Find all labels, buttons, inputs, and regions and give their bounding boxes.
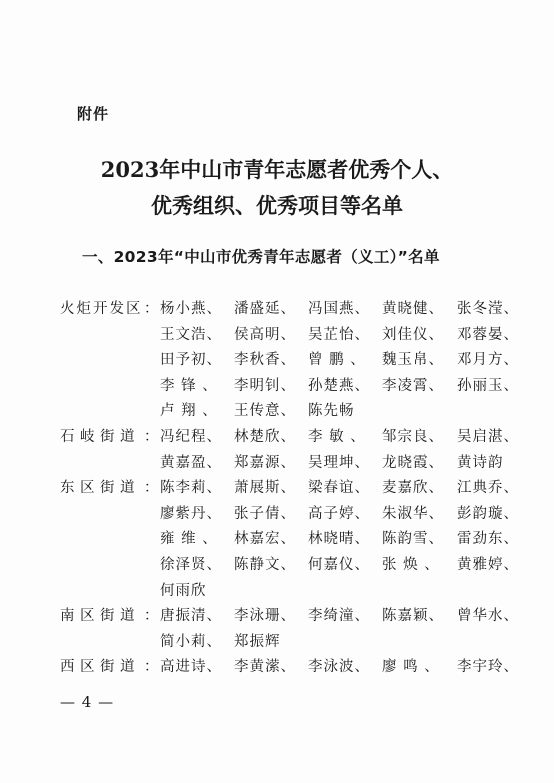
volunteer-name: 吴启湛、: [457, 428, 519, 445]
volunteer-name: 朱淑华、: [382, 505, 444, 522]
district-label: 石岐街道: [60, 428, 140, 445]
volunteer-name: 吴芷怡、: [308, 326, 370, 343]
volunteer-name: 麦嘉欣、: [382, 480, 444, 497]
volunteer-name: 陈先畅: [308, 403, 355, 420]
volunteer-name: 何嘉仪、: [308, 556, 370, 573]
volunteer-name: 龙晓霞、: [382, 454, 444, 471]
volunteer-name: 王文浩、: [160, 326, 222, 343]
volunteer-name: 陈嘉颖、: [382, 608, 444, 625]
volunteer-name: 何雨欣: [160, 582, 207, 599]
volunteer-name: 曾 鹏 、: [308, 352, 366, 369]
volunteer-name: 黄诗韵: [457, 454, 504, 471]
volunteer-name: 李 敏 、: [308, 428, 366, 445]
label-colon: ：: [144, 480, 159, 497]
district-label: 南区街道: [60, 608, 140, 625]
volunteer-name: 李 锋 、: [160, 377, 218, 394]
name-row: [60, 348, 540, 374]
volunteer-name: 林楚欣、: [234, 428, 296, 445]
volunteer-name: 廖 鸣 、: [382, 659, 440, 676]
name-row: [60, 553, 540, 579]
volunteer-name: 黄嘉盈、: [160, 454, 222, 471]
name-row: [60, 399, 540, 425]
volunteer-name: 冯纪程、: [160, 428, 222, 445]
volunteer-name: 陈静文、: [234, 556, 296, 573]
volunteer-name: 田予初、: [160, 352, 222, 369]
volunteer-name: 李泳波、: [308, 659, 370, 676]
volunteer-name: 萧展斯、: [234, 480, 296, 497]
district-label: 火炬开发区: [60, 301, 143, 317]
volunteer-name: 冯国燕、: [308, 301, 370, 317]
volunteer-name: 孙楚燕、: [308, 377, 370, 394]
volunteer-name: 刘佳仪、: [382, 326, 444, 343]
volunteer-name: 张 焕 、: [382, 556, 440, 573]
volunteer-name: 唐振清、: [160, 608, 222, 625]
name-row: [60, 425, 540, 451]
name-row: [60, 630, 540, 656]
volunteer-name: 陈韵雪、: [382, 531, 444, 548]
volunteer-name: 王传意、: [234, 403, 296, 420]
name-row: [60, 374, 540, 400]
volunteer-name: 邓月方、: [457, 352, 519, 369]
name-row: [60, 502, 540, 528]
volunteer-name: 黄雅婷、: [457, 556, 519, 573]
name-row: [60, 323, 540, 349]
volunteer-name: 侯高明、: [234, 326, 296, 343]
volunteer-name: 孙丽玉、: [457, 377, 519, 394]
volunteer-name: 潘盛延、: [234, 301, 296, 317]
district-label: 东区街道: [60, 480, 140, 497]
volunteer-name: 卢 翔 、: [160, 403, 218, 420]
volunteer-name: 高子婷、: [308, 505, 370, 522]
volunteer-name: 简小莉、: [160, 633, 222, 650]
name-row: [60, 451, 540, 477]
volunteer-name: 梁春谊、: [308, 480, 370, 497]
label-colon: ：: [144, 301, 159, 317]
label-colon: ：: [144, 428, 159, 445]
volunteer-name: 邓蓉晏、: [457, 326, 519, 343]
volunteer-name: 陈李莉、: [160, 480, 222, 497]
document-title-line-2: 优秀组织、优秀项目等名单: [151, 193, 403, 218]
volunteer-name: 廖紫丹、: [160, 505, 222, 522]
volunteer-name: 黄晓健、: [382, 301, 444, 317]
volunteer-name: 张子倩、: [234, 505, 296, 522]
name-row: [60, 604, 540, 630]
volunteer-name: 江典乔、: [457, 480, 519, 497]
name-row: [60, 297, 540, 323]
district-label: 西区街道: [60, 659, 140, 676]
name-row: [60, 476, 540, 502]
volunteer-name: 李凌霄、: [382, 377, 444, 394]
volunteer-name: 高进诗、: [160, 659, 222, 676]
volunteer-name: 曾华水、: [457, 608, 519, 625]
volunteer-name: 吴理坤、: [308, 454, 370, 471]
page-number: — 4 —: [60, 693, 115, 711]
volunteer-name: 雍 维 、: [160, 531, 218, 548]
name-row: [60, 579, 540, 605]
attachment-label: 附件: [77, 105, 110, 123]
volunteer-name: 林晓晴、: [308, 531, 370, 548]
volunteer-name: 李绮潼、: [308, 608, 370, 625]
label-colon: ：: [144, 608, 159, 625]
volunteer-name: 张冬滢、: [457, 301, 519, 317]
volunteer-name: 李泳珊、: [234, 608, 296, 625]
label-colon: ：: [144, 659, 159, 676]
volunteer-name: 林嘉宏、: [234, 531, 296, 548]
volunteer-name: 彭韵璇、: [457, 505, 519, 522]
volunteer-name: 魏玉帛、: [382, 352, 444, 369]
volunteer-name: 郑振辉: [234, 633, 281, 650]
volunteer-name: 李秋香、: [234, 352, 296, 369]
section-heading: 一、2023年“中山市优秀青年志愿者（义工）”名单: [82, 248, 440, 266]
volunteer-name-list: [60, 297, 540, 681]
volunteer-name: 李黄潆、: [234, 659, 296, 676]
volunteer-name: 邹宗良、: [382, 428, 444, 445]
name-row: [60, 655, 540, 681]
volunteer-name: 徐泽贤、: [160, 556, 222, 573]
volunteer-name: 李宇玲、: [457, 659, 519, 676]
volunteer-name: 郑嘉源、: [234, 454, 296, 471]
volunteer-name: 杨小燕、: [160, 301, 222, 317]
name-row: [60, 527, 540, 553]
volunteer-name: 李明钊、: [234, 377, 296, 394]
document-title-line-1: 2023年中山市青年志愿者优秀个人、: [100, 157, 454, 182]
volunteer-name: 雷劲东、: [457, 531, 519, 548]
